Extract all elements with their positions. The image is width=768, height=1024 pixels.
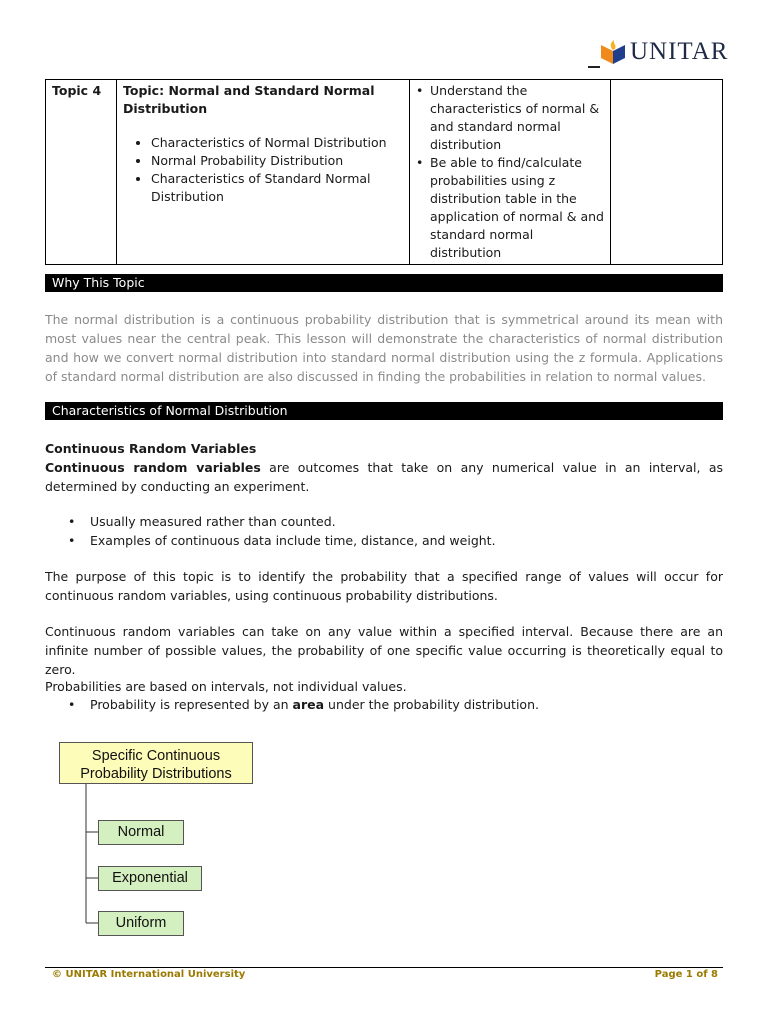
logo-text: UNITAR xyxy=(630,38,729,65)
infinite-paragraph: Continuous random variables can take on any value within a specified interval. Because there are an infinite number of possible values, the probability of one specific value occurring is theoretically equal to zero. xyxy=(45,624,723,677)
footer-divider xyxy=(45,967,723,968)
diagram-node-normal: Normal xyxy=(98,820,184,845)
list-item: • Examples of continuous data include time, distance, and weight. xyxy=(68,531,496,550)
list-item: • Normal Probability Distribution xyxy=(151,152,403,170)
topic-title: Topic: Normal and Standard Normal Distribution xyxy=(123,83,375,116)
footer-copyright: © UNITAR International University xyxy=(52,969,246,980)
diagram-node-exponential: Exponential xyxy=(98,866,202,891)
definition-text: are outcomes that take on any numerical value in an interval, as determined by conducting an experiment. xyxy=(45,460,723,494)
list-item: • Characteristics of Normal Distribution xyxy=(151,134,403,152)
diagram-root-box: Specific Continuous Probability Distributions xyxy=(59,742,253,784)
list-item: • Understand the characteristics of normal & and standard normal distribution xyxy=(426,82,604,154)
why-body: The normal distribution is a continuous probability distribution that is symmetrical around its mean with most values near the central peak. This lesson will demonstrate the characteristics of normal distribution and how we convert normal distribution into standard normal distribution using the z formula. Applications of standard normal distribution are also discussed in finding the probabilities in relation to normal values. xyxy=(45,312,723,384)
list-item: • Characteristics of Standard Normal Distribution xyxy=(151,170,403,206)
area-text-pre: Probability is represented by an xyxy=(90,697,293,712)
definition-term: Continuous random variables xyxy=(45,460,261,475)
why-heading: Why This Topic xyxy=(45,274,723,292)
list-item: • Usually measured rather than counted. xyxy=(68,512,496,531)
area-term: area xyxy=(292,697,325,712)
diagram-node-uniform: Uniform xyxy=(98,911,184,936)
subheading: Continuous Random Variables xyxy=(45,441,257,456)
intervals-paragraph: Probabilities are based on intervals, not individual values. xyxy=(45,679,407,694)
purpose-paragraph: The purpose of this topic is to identify the probability that a specified range of values will occur for continuous random variables, using continuous probability distributions. xyxy=(45,569,723,603)
list-item: • Be able to find/calculate probabilities using z distribution table in the application of normal & and standard normal distribution xyxy=(426,154,604,262)
area-text-post: under the probability distribution. xyxy=(324,697,539,712)
footer-page-number: Page 1 of 8 xyxy=(654,969,718,980)
characteristics-heading: Characteristics of Normal Distribution xyxy=(45,402,723,420)
topic-number: Topic 4 xyxy=(46,80,117,265)
